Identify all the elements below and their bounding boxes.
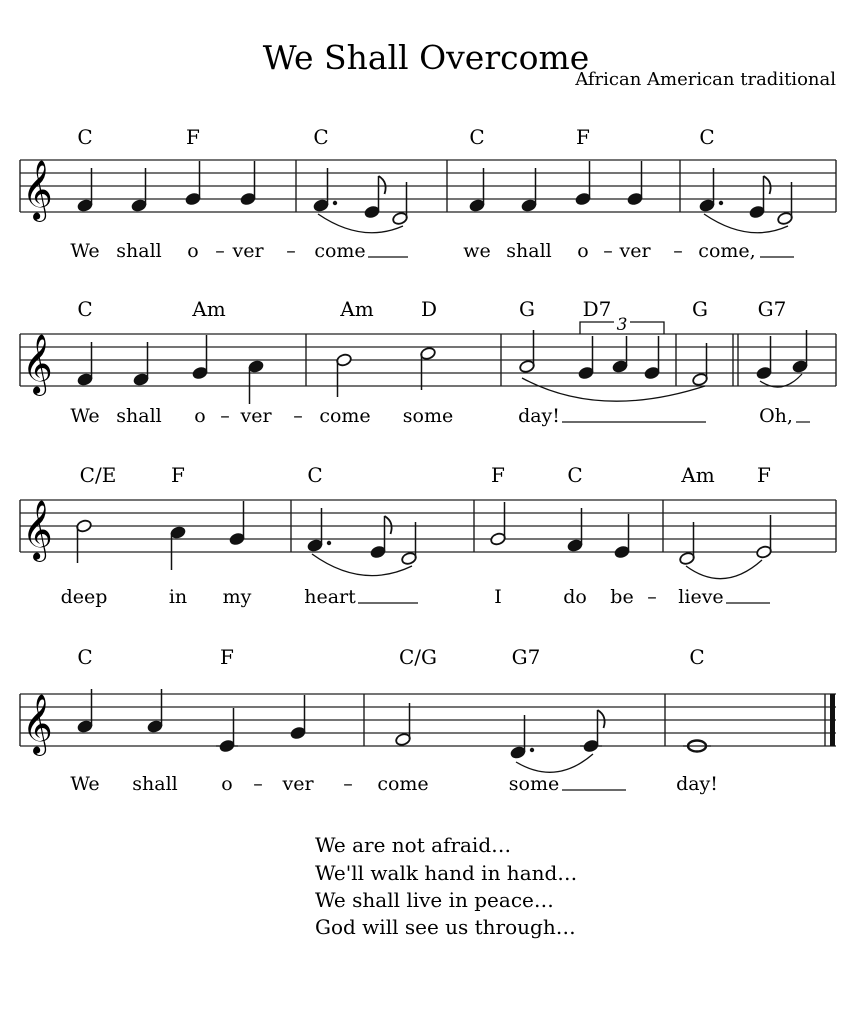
chord-symbol: C	[689, 645, 705, 669]
lyric-syllable: We	[70, 405, 100, 427]
chord-symbol: C	[77, 297, 93, 321]
chord-symbol: Am	[340, 297, 374, 321]
chord-symbol: C/G	[398, 645, 438, 669]
slur	[318, 214, 403, 233]
augmentation-dot	[327, 541, 331, 545]
slur	[312, 554, 412, 576]
chord-symbol: D	[420, 297, 438, 321]
lyric-syllable: ver	[240, 405, 272, 427]
lyric-syllable: day!	[518, 405, 560, 427]
treble-clef-icon: 𝄞	[22, 694, 53, 754]
chord-symbols	[77, 125, 714, 149]
treble-clef-icon: 𝄞	[22, 160, 53, 220]
chord-symbols	[77, 645, 704, 669]
augmentation-dot	[333, 201, 337, 205]
lyric-syllable: be	[610, 586, 634, 608]
lyric-syllable: o	[187, 240, 199, 262]
lyric-syllable: o	[577, 240, 589, 262]
lyric-syllable: o	[194, 405, 206, 427]
lyric-syllable: We	[70, 240, 100, 262]
lyrics	[70, 773, 718, 795]
lyric-syllable: my	[222, 586, 252, 608]
lyric-syllable: o	[221, 773, 233, 795]
system-2	[20, 297, 836, 427]
lyrics	[70, 405, 810, 427]
notes	[77, 330, 809, 404]
lyric-hyphen: –	[673, 240, 683, 262]
system-4	[20, 645, 836, 795]
chord-symbol: F	[757, 463, 771, 487]
slur	[704, 214, 788, 233]
slur	[686, 560, 762, 579]
final-barline	[830, 694, 835, 746]
staff-lines	[20, 694, 836, 746]
lyric-syllable: shall	[506, 240, 552, 262]
song-title: We Shall Overcome	[262, 38, 590, 77]
lyric-syllable: come	[314, 240, 366, 262]
lyric-hyphen: –	[286, 240, 296, 262]
chord-symbol: F	[220, 645, 234, 669]
chord-symbol: G	[692, 297, 708, 321]
chord-symbol: G	[519, 297, 535, 321]
triplet-number: 3	[616, 315, 628, 335]
chord-symbol: Am	[681, 463, 715, 487]
augmentation-dot	[719, 201, 723, 205]
lyric-syllable: lieve	[678, 586, 724, 608]
lyric-syllable: some	[508, 773, 560, 795]
lyric-syllable: in	[168, 586, 188, 608]
chord-symbol: C/E	[79, 463, 117, 487]
verse-line: We'll walk hand in hand…	[315, 861, 578, 885]
chord-symbol: Am	[192, 297, 226, 321]
lyrics	[70, 240, 794, 262]
lyric-syllable: I	[494, 586, 502, 608]
lyric-syllable: do	[563, 586, 587, 608]
verse-line: We shall live in peace…	[315, 888, 554, 912]
lyric-syllable: some	[402, 405, 454, 427]
treble-clef-icon: 𝄞	[22, 500, 53, 560]
lyrics	[61, 586, 770, 608]
lyric-syllable: day!	[676, 773, 718, 795]
chord-symbol: F	[171, 463, 185, 487]
chord-symbols	[77, 297, 786, 321]
lyric-syllable: shall	[116, 240, 162, 262]
system-3	[20, 463, 836, 608]
lyric-syllable: we	[463, 240, 491, 262]
lyric-syllable: ver	[619, 240, 651, 262]
lyric-hyphen: –	[215, 240, 225, 262]
chord-symbol: F	[491, 463, 505, 487]
lyric-syllable: come	[377, 773, 429, 795]
chord-symbol: G7	[511, 645, 541, 669]
chord-symbol: C	[313, 125, 329, 149]
additional-verses	[315, 833, 577, 939]
lyric-hyphen: –	[343, 773, 353, 795]
lyric-syllable: shall	[132, 773, 178, 795]
verse-line: God will see us through…	[315, 915, 576, 939]
lyric-syllable: shall	[116, 405, 162, 427]
chord-symbol: C	[469, 125, 485, 149]
slur	[522, 378, 705, 401]
treble-clef-icon: 𝄞	[22, 334, 53, 394]
notes	[77, 161, 794, 233]
lyric-hyphen: –	[253, 773, 263, 795]
staff-lines	[20, 500, 836, 552]
verse-line: We are not afraid…	[315, 833, 512, 857]
chord-symbol: F	[576, 125, 590, 149]
notes	[77, 689, 711, 772]
lyric-syllable: deep	[60, 586, 108, 608]
lyric-hyphen: –	[293, 405, 303, 427]
lyric-hyphen: –	[647, 586, 657, 608]
lyric-syllable: We	[70, 773, 100, 795]
system-1	[20, 125, 836, 262]
slur	[516, 754, 593, 772]
chord-symbol: C	[77, 645, 93, 669]
chord-symbol: G7	[757, 297, 787, 321]
chord-symbols	[80, 463, 771, 487]
composer-credit: African American traditional	[575, 69, 836, 90]
lyric-syllable: Oh,	[759, 405, 793, 427]
lyric-hyphen: –	[220, 405, 230, 427]
lyric-syllable: ver	[232, 240, 264, 262]
chord-symbol: D7	[582, 297, 612, 321]
chord-symbol: C	[699, 125, 715, 149]
lyric-hyphen: –	[603, 240, 613, 262]
augmentation-dot	[530, 748, 534, 752]
lyric-syllable: ver	[282, 773, 314, 795]
lyric-syllable: come,	[698, 240, 756, 262]
lyric-syllable: heart	[304, 586, 356, 608]
chord-symbol: C	[77, 125, 93, 149]
chord-symbol: C	[307, 463, 323, 487]
lyric-syllable: come	[319, 405, 371, 427]
chord-symbol: F	[186, 125, 200, 149]
chord-symbol: C	[567, 463, 583, 487]
